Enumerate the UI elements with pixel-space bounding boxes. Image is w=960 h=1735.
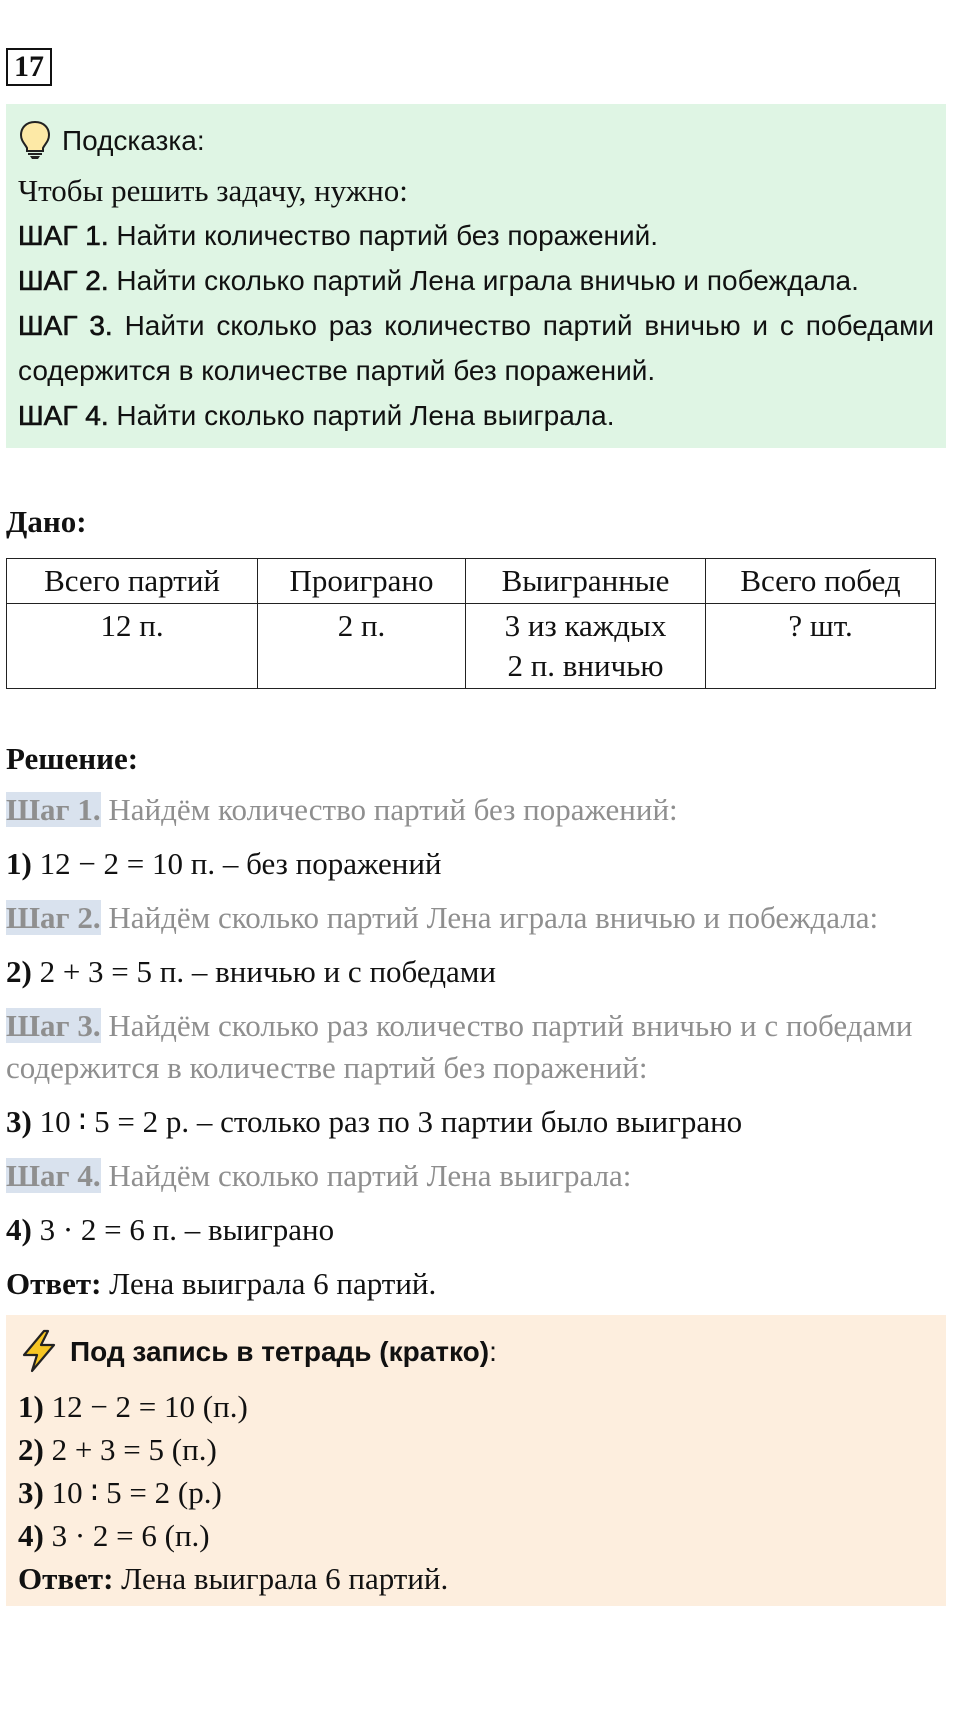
notes-block (6, 1315, 946, 1606)
notes-answer-label: Ответ: (18, 1561, 114, 1596)
given-value-cell: 2 п. (258, 604, 466, 689)
calc-number: 1) (6, 846, 32, 881)
step-text: Найдём сколько партий Лена играла вничью и побеждала: (108, 900, 879, 935)
step-tag: Шаг 2. (6, 900, 101, 935)
hint-step-text: Найти сколько раз количество партий вничью и с победами содержится в количестве партий без поражений. (18, 310, 934, 386)
solution-step-3-desc (6, 1005, 946, 1089)
calc-expression: 2 + 3 = 5 п. – вничью и с победами (39, 954, 496, 989)
hint-step-tag: ШАГ 2. (18, 265, 109, 296)
hint-step-3 (18, 303, 934, 393)
notes-title-colon: : (489, 1335, 497, 1367)
solution-step-3-calc (6, 1101, 946, 1143)
given-header-cell: Всего побед (706, 559, 936, 604)
calc-expression: 3 · 2 = 6 п. – выиграно (39, 1212, 335, 1247)
solution-step-4-desc (6, 1155, 946, 1197)
notes-line-3 (18, 1471, 934, 1514)
given-label: Дано: (6, 504, 87, 539)
task-number: 17 (6, 48, 52, 86)
hint-step-text: Найти сколько партий Лена выиграла. (116, 400, 615, 431)
step-text: Найдём сколько раз количество партий вничью и с победами содержится в количестве партий без поражений: (6, 1008, 913, 1085)
hint-step-tag: ШАГ 1. (18, 220, 109, 251)
step-tag: Шаг 4. (6, 1158, 101, 1193)
given-value-line: 2 п. вничью (507, 648, 664, 683)
calc-number: 2) (6, 954, 32, 989)
given-table (6, 558, 936, 689)
solution-label: Решение: (6, 741, 139, 776)
calc-expression: 10 ∶ 5 = 2 р. – столько раз по 3 партии было выиграно (39, 1104, 743, 1139)
notes-line-4 (18, 1514, 934, 1557)
notes-number: 1) (18, 1389, 44, 1424)
lightning-icon (18, 1329, 60, 1373)
hint-step-2 (18, 258, 934, 303)
hint-step-1 (18, 213, 934, 258)
given-header-cell: Всего партий (7, 559, 258, 604)
notes-line-1 (18, 1385, 934, 1428)
hint-step-tag: ШАГ 3. (18, 310, 113, 341)
given-value-cell: ? шт. (706, 604, 936, 689)
lightbulb-icon (18, 120, 52, 160)
given-value-cell: 12 п. (7, 604, 258, 689)
solution-step-2-calc (6, 951, 946, 993)
given-header-cell: Проиграно (258, 559, 466, 604)
solution-step-2-desc (6, 897, 946, 939)
given-value-cell-won (465, 604, 705, 689)
notes-line-2 (18, 1428, 934, 1471)
solution-step-1-desc (6, 789, 946, 831)
notes-number: 3) (18, 1475, 44, 1510)
notes-expression: 2 + 3 = 5 (п.) (51, 1432, 217, 1467)
solution (6, 789, 946, 1305)
solution-step-4-calc (6, 1209, 946, 1251)
notes-number: 4) (18, 1518, 44, 1553)
notes-expression: 12 − 2 = 10 (п.) (51, 1389, 248, 1424)
notes-expression: 10 ∶ 5 = 2 (р.) (51, 1475, 222, 1510)
calc-number: 3) (6, 1104, 32, 1139)
solution-step-1-calc (6, 843, 946, 885)
hint-header (18, 118, 934, 162)
solution-answer (6, 1263, 946, 1305)
answer-label: Ответ: (6, 1266, 102, 1301)
given-value-line: 3 из каждых (504, 608, 667, 643)
step-tag: Шаг 1. (6, 792, 101, 827)
hint-step-tag: ШАГ 4. (18, 400, 109, 431)
given-value-row (7, 604, 936, 689)
hint-step-text: Найти количество партий без поражений. (116, 220, 659, 251)
page (6, 48, 946, 1606)
notes-header (18, 1325, 934, 1377)
calc-expression: 12 − 2 = 10 п. – без поражений (39, 846, 442, 881)
notes-number: 2) (18, 1432, 44, 1467)
calc-number: 4) (6, 1212, 32, 1247)
hint-step-4 (18, 393, 934, 438)
hint-step-text: Найти сколько партий Лена играла вничью и побеждала. (116, 265, 859, 296)
notes-answer-text: Лена выиграла 6 партий. (121, 1561, 449, 1596)
step-text: Найдём количество партий без поражений: (108, 792, 678, 827)
step-text: Найдём сколько партий Лена выиграла: (108, 1158, 632, 1193)
notes-title (70, 1330, 497, 1373)
answer-text: Лена выиграла 6 партий. (109, 1266, 437, 1301)
notes-answer (18, 1557, 934, 1600)
hint-title: Подсказка: (62, 124, 205, 156)
given-header-row (7, 559, 936, 604)
hint-intro: Чтобы решить задачу, нужно: (18, 173, 408, 208)
notes-expression: 3 · 2 = 6 (п.) (51, 1518, 210, 1553)
step-tag: Шаг 3. (6, 1008, 101, 1043)
notes-title-text: Под запись в тетрадь (кратко) (70, 1335, 490, 1367)
hint-block (6, 104, 946, 448)
given-header-cell: Выигранные (465, 559, 705, 604)
